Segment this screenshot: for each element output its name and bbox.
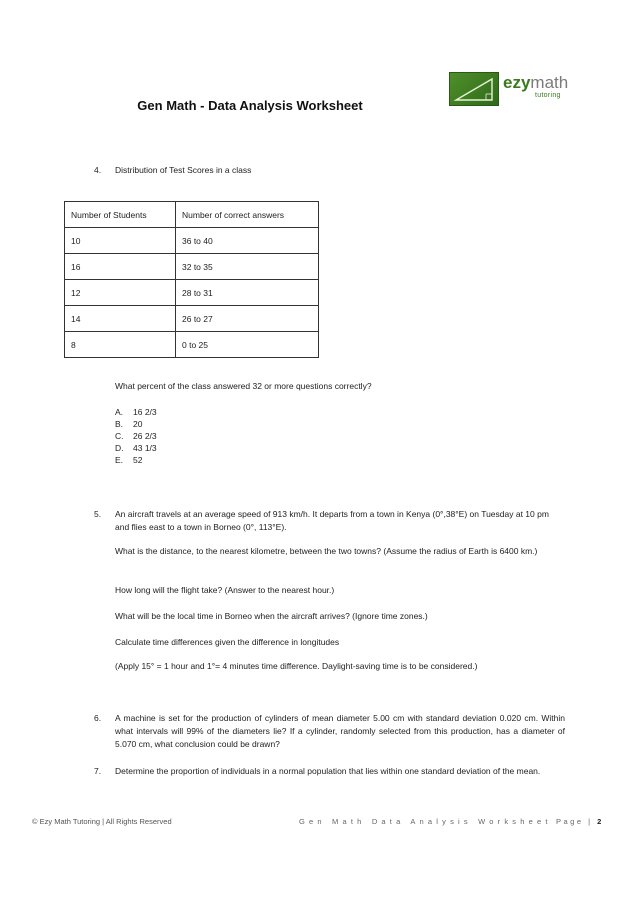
q5-number: 5.	[94, 509, 102, 519]
table-row	[65, 254, 319, 280]
ezymath-logo	[449, 72, 599, 106]
logo-triangle-icon	[449, 72, 499, 106]
option-e: E. 52	[115, 455, 143, 465]
q4-options	[115, 406, 157, 466]
table-header: Number of Students	[65, 202, 176, 228]
option-a: A. 16 2/3	[115, 407, 157, 417]
table-row	[65, 280, 319, 306]
q5-paragraph-2: What is the distance, to the nearest kilometre, between the two towns? (Assume the radius of Earth is 6400 km.)	[115, 546, 538, 556]
scores-table	[64, 201, 319, 358]
table-cell: 12	[65, 280, 176, 306]
table-row	[65, 306, 319, 332]
option-b: B. 20	[115, 419, 143, 429]
q5-paragraph-6: (Apply 15° = 1 hour and 1°= 4 minutes time difference. Daylight-saving time is to be considered.)	[115, 661, 478, 671]
q5-paragraph-3: How long will the flight take? (Answer to the nearest hour.)	[115, 585, 335, 595]
table-row	[65, 332, 319, 358]
footer-copyright: © Ezy Math Tutoring | All Rights Reserved	[32, 817, 172, 826]
table-cell: 0 to 25	[176, 332, 319, 358]
page-title: Gen Math - Data Analysis Worksheet	[137, 98, 363, 113]
table-cell: 8	[65, 332, 176, 358]
table-row	[65, 228, 319, 254]
table-cell: 10	[65, 228, 176, 254]
q4-text: Distribution of Test Scores in a class	[115, 165, 252, 175]
q6-number: 6.	[94, 713, 102, 723]
table-cell: 16	[65, 254, 176, 280]
q4-question: What percent of the class answered 32 or more questions correctly?	[115, 381, 372, 391]
q5-paragraph-4: What will be the local time in Borneo when the aircraft arrives? (Ignore time zones.)	[115, 611, 428, 621]
footer-page: Page | 2	[556, 817, 602, 826]
q7-number: 7.	[94, 766, 102, 776]
table-cell: 26 to 27	[176, 306, 319, 332]
option-d: D. 43 1/3	[115, 443, 157, 453]
logo-subtitle: tutoring	[535, 92, 561, 99]
q5-paragraph-1: An aircraft travels at an average speed of 913 km/h. It departs from a town in Kenya (0°,38°E) on Tuesday at 10 pm and flies east to a town in Borneo (0°, 113°E).	[115, 509, 549, 532]
logo-wordmark: ezymath	[503, 73, 569, 92]
q5-paragraph-5: Calculate time differences given the difference in longitudes	[115, 637, 340, 647]
option-c: C. 26 2/3	[115, 431, 157, 441]
q4-number: 4.	[94, 165, 102, 175]
table-cell: 36 to 40	[176, 228, 319, 254]
table-cell: 14	[65, 306, 176, 332]
q6-text: A machine is set for the production of cylinders of mean diameter 5.00 cm with standard deviation 0.020 cm. Within what intervals will 99% of the diameters lie? If a cylinder, randomly selected from this production, has a diameter of 5.070 cm, what conclusion could be drawn?	[115, 713, 565, 749]
q7-text: Determine the proportion of individuals in a normal population that lies within one standard deviation of the mean.	[115, 766, 541, 776]
table-cell: 28 to 31	[176, 280, 319, 306]
page-number: 2	[597, 817, 602, 826]
footer-doc-title: Gen Math Data Analysis Worksheet	[299, 817, 552, 826]
table-cell: 32 to 35	[176, 254, 319, 280]
table-header-row	[65, 202, 319, 228]
table-header: Number of correct answers	[176, 202, 319, 228]
